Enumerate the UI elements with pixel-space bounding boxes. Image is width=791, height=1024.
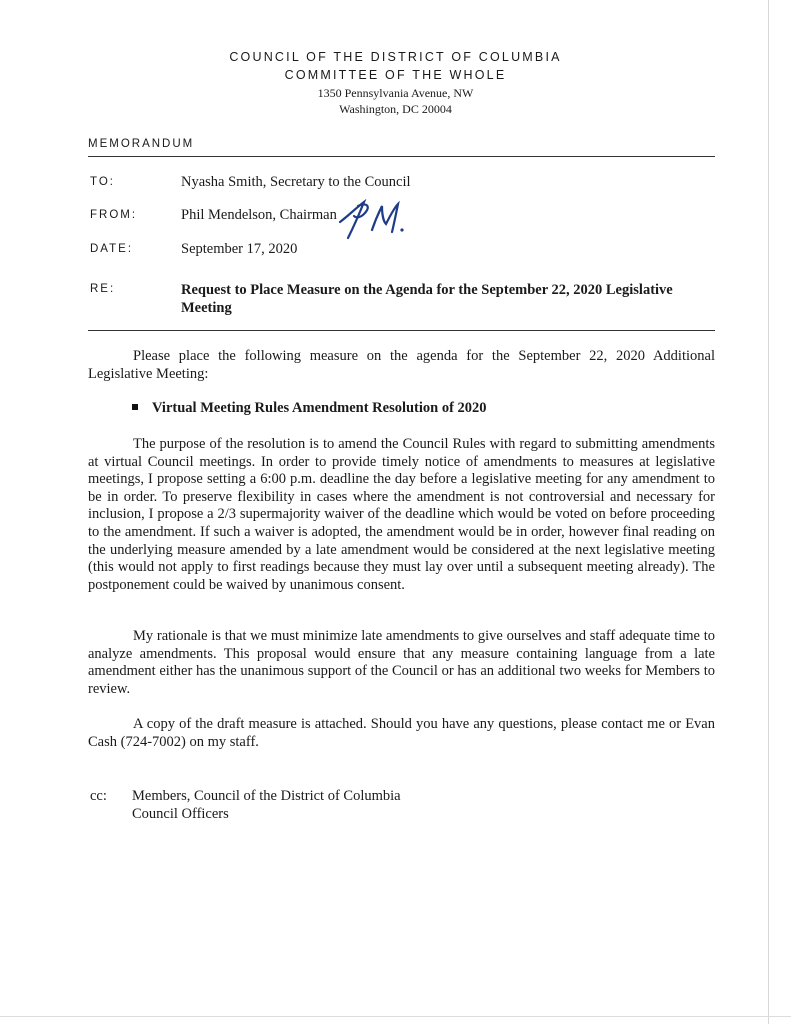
memo-type-label: MEMORANDUM <box>88 138 195 150</box>
purpose-paragraph: The purpose of the resolution is to amend the Council Rules with regard to submitting amendments at virtual Council meetings. In order to provide timely notice of amendments to measures at legislative meetings, I propose setting a 6:00 p.m. deadline the day before a legislative meeting for any amendment to be in order. To preserve flexibility in cases where the amendment is not controversial and necessary for inclusion, I propose a 2/3 supermajority waiver of the deadline which would be voted on before proceeding to the amendment. If such a waiver is adopted, the amendment would be in order, however final reading on the underlying measure amended by a late amendment would be considered at the next legislative meeting (this would not apply to first readings because they must lay over until a subsequent meeting already). The postponement could be waived by unanimous consent. <box>88 436 715 593</box>
to-value: Nyasha Smith, Secretary to the Council <box>181 174 411 190</box>
measure-title: Virtual Meeting Rules Amendment Resolution of 2020 <box>152 400 487 416</box>
from-label: FROM: <box>90 209 138 221</box>
from-value: Phil Mendelson, Chairman <box>181 207 337 223</box>
page-bottom-edge <box>0 1016 791 1017</box>
signature-initials <box>338 196 408 240</box>
date-value: September 17, 2020 <box>181 241 298 257</box>
square-bullet-icon <box>132 404 138 410</box>
letterhead-city: Washington, DC 20004 <box>339 102 452 116</box>
measure-bullet <box>132 400 487 417</box>
cc-recipient: Council Officers <box>132 806 229 822</box>
letterhead-committee: COMMITTEE OF THE WHOLE <box>284 68 507 82</box>
subject-divider <box>88 330 715 331</box>
intro-paragraph: Please place the following measure on the agenda for the September 22, 2020 Additional Legislative Meeting: <box>88 348 715 382</box>
letterhead-org: COUNCIL OF THE DISTRICT OF COLUMBIA <box>229 50 562 64</box>
date-label: DATE: <box>90 243 134 255</box>
letterhead-street: 1350 Pennsylvania Avenue, NW <box>317 86 474 100</box>
cc-recipient: Members, Council of the District of Columbia <box>132 788 401 804</box>
page-edge <box>768 0 769 1024</box>
to-label: TO: <box>90 176 115 188</box>
re-label: RE: <box>90 283 116 295</box>
header-divider <box>88 156 715 157</box>
closing-paragraph: A copy of the draft measure is attached. Should you have any questions, please contact me or Evan Cash (724-7002) on my staff. <box>88 716 715 750</box>
re-value: Request to Place Measure on the Agenda for the September 22, 2020 Legislative Meeting <box>181 282 673 316</box>
rationale-paragraph: My rationale is that we must minimize late amendments to give ourselves and staff adequate time to analyze amendments. This proposal would ensure that any measure containing language from a late amendment either has the unanimous support of the Council or has an additional two weeks for Members to review. <box>88 628 715 697</box>
cc-label: cc: <box>90 788 107 804</box>
